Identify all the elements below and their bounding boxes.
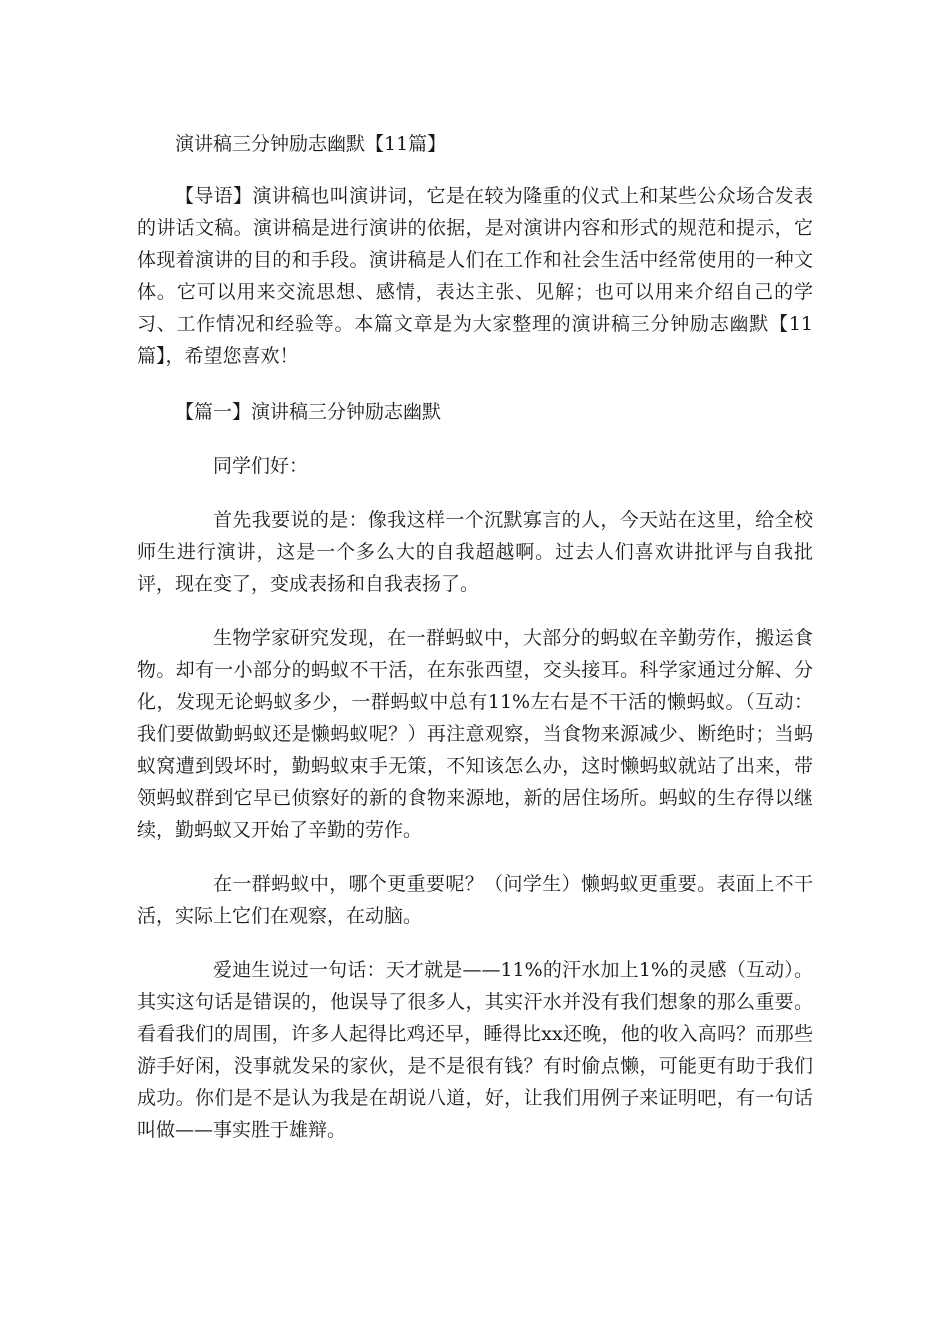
body-paragraph: 生物学家研究发现，在一群蚂蚁中，大部分的蚂蚁在辛勤劳作，搬运食物。却有一小部分的蚂蚁不干活，在东张西望，交头接耳。科学家通过分解、分化，发现无论蚂蚁多少，一群蚂蚁中总有11%左右是不干活的懒蚂蚁。（互动：我们要做勤蚂蚁还是懒蚂蚁呢？）再注意观察，当食物来源减少、断绝时；当蚂蚁窝遭到毁坏时，勤蚂蚁束手无策，不知该怎么办，这时懒蚂蚁就站了出来，带领蚂蚁群到它早已侦察好的新的食物来源地，新的居住场所。蚂蚁的生存得以继续，勤蚂蚁又开始了辛勤的劳作。	[137, 627, 813, 841]
section-heading: 【篇一】演讲稿三分钟励志幽默	[175, 401, 442, 423]
document-page	[137, 128, 813, 1168]
body-paragraph: 在一群蚂蚁中，哪个更重要呢？（问学生）懒蚂蚁更重要。表面上不干活，实际上它们在观察，在动脑。	[137, 873, 813, 927]
body-paragraph: 首先我要说的是：像我这样一个沉默寡言的人，今天站在这里，给全校师生进行演讲，这是一个多么大的自我超越啊。过去人们喜欢讲批评与自我批评，现在变了，变成表扬和自我表扬了。	[137, 509, 813, 595]
greeting-paragraph: 同学们好：	[213, 455, 309, 477]
intro-paragraph: 【导语】演讲稿也叫演讲词，它是在较为隆重的仪式上和某些公众场合发表的讲话文稿。演讲稿是进行演讲的依据，是对演讲内容和形式的规范和提示，它体现着演讲的目的和手段。演讲稿是人们在工作和社会生活中经常使用的一种文体。它可以用来交流思想、感情，表达主张、见解；也可以用来介绍自己的学习、工作情况和经验等。本篇文章是为大家整理的演讲稿三分钟励志幽默【11篇】，希望您喜欢！	[137, 185, 813, 367]
document-title: 演讲稿三分钟励志幽默【11篇】	[175, 133, 447, 155]
body-paragraph: 爱迪生说过一句话：天才就是——11%的汗水加上1%的灵感（互动）。其实这句话是错误的，他误导了很多人，其实汗水并没有我们想象的那么重要。看看我们的周围，许多人起得比鸡还早，睡得比xx还晚，他的收入高吗？而那些游手好闲，没事就发呆的家伙，是不是很有钱？有时偷点懒，可能更有助于我们成功。你们是不是认为我是在胡说八道，好，让我们用例子来证明吧，有一句话叫做——事实胜于雄辩。	[137, 959, 813, 1141]
